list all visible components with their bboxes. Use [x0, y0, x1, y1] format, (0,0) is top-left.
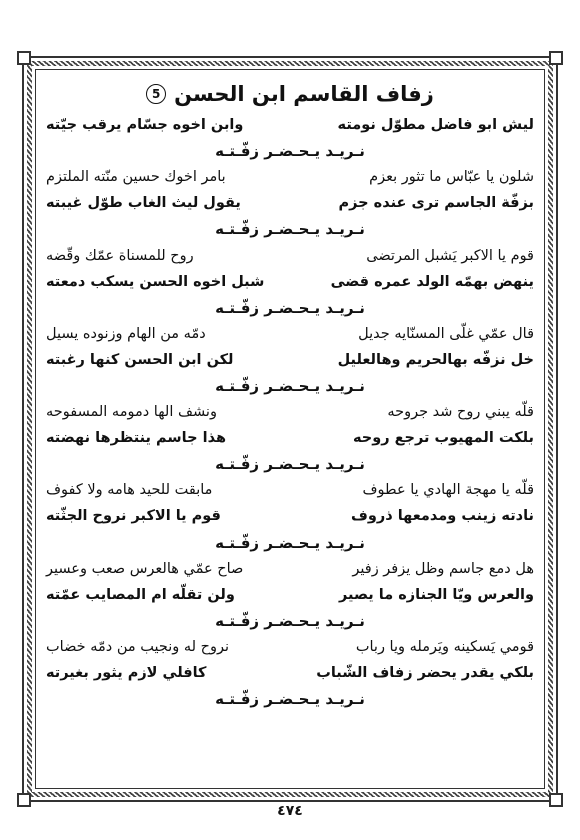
verse-first-hemistich: قومي يَسكينه ويَرمله ويا رباب — [355, 638, 534, 655]
verse-first-hemistich: بلكي يقدر يحضر زفاف الشّباب — [316, 665, 534, 682]
verse-first-hemistich: نادته زينب ومدمعها ذروف — [351, 508, 534, 525]
verse-first-hemistich: شلون يا عبّاس ما تثور بعزم — [369, 169, 534, 186]
chorus-line: نـريـد يـحـضـر زفّـتـه — [215, 298, 365, 317]
chorus-line: نـريـد يـحـضـر زفّـتـه — [215, 376, 365, 395]
verse-line — [46, 321, 534, 347]
poem-number-badge: 5 — [146, 84, 166, 104]
verse-line — [46, 269, 534, 295]
verse-second-hemistich: مابقت للحيد هامه ولا كفوف — [46, 482, 213, 499]
verse-second-hemistich: وابن اخوه جسّام يرقب جيّته — [46, 117, 244, 134]
verse-second-hemistich: لكن ابن الحسن كنها رغبته — [46, 351, 234, 368]
verse-first-hemistich: هل دمع جاسم وظل يزفر زفير — [352, 560, 534, 577]
poem-body — [46, 112, 534, 712]
verse-line — [46, 477, 534, 503]
chorus-line: نـريـد يـحـضـر زفّـتـه — [215, 611, 365, 630]
verse-line — [46, 503, 534, 529]
verse-first-hemistich: خل نزفّه بهالحريم وهالعليل — [337, 351, 534, 368]
border-corner-ornament — [549, 51, 563, 65]
poem-title: زفاف القاسم ابن الحسن — [174, 82, 434, 106]
verse-first-hemistich: بلكت المهيوب ترجع روحه — [352, 430, 534, 447]
verse-second-hemistich: هذا جاسم ينتظرها نهضته — [46, 430, 227, 447]
page-number — [0, 803, 580, 819]
verse-line — [46, 399, 534, 425]
verse-second-hemistich: نروح له ونجيب من دمّه خضاب — [46, 638, 230, 655]
verse-first-hemistich: قلّه يبني روح شد جروحه — [387, 404, 534, 421]
verse-line — [46, 242, 534, 268]
chorus-line: نـريـد يـحـضـر زفّـتـه — [215, 533, 365, 552]
verse-second-hemistich: روح للمسناة عمّك وقّضه — [46, 247, 194, 264]
verse-line — [46, 190, 534, 216]
chorus-line: نـريـد يـحـضـر زفّـتـه — [215, 690, 365, 709]
verse-first-hemistich: ليش ابو فاضل مطوّل نومته — [337, 117, 534, 134]
border-corner-ornament — [17, 51, 31, 65]
verse-second-hemistich: بامر اخوك حسين منّته الملتزم — [46, 169, 226, 186]
verse-first-hemistich: بزفّة الجاسم ترى عنده جزم — [338, 195, 534, 212]
verse-second-hemistich: دمّه من الهام وزنوده يسيل — [46, 325, 206, 342]
verse-second-hemistich: يقول ليث الغاب طوّل غيبته — [46, 195, 241, 212]
verse-line — [46, 556, 534, 582]
verse-line — [46, 660, 534, 686]
verse-second-hemistich: شبل اخوه الحسن يسكب دمعته — [46, 273, 265, 290]
verse-line — [46, 347, 534, 373]
chorus-line: نـريـد يـحـضـر زفّـتـه — [215, 220, 365, 239]
verse-line — [46, 425, 534, 451]
verse-second-hemistich: صاح عمّي هالعرس صعب وعسير — [46, 560, 244, 577]
verse-first-hemistich: ينهض بهمّه الولد عمره قضى — [330, 273, 534, 290]
verse-line — [46, 164, 534, 190]
verse-first-hemistich: والعرس ويّا الجنازه ما يصير — [339, 586, 534, 603]
verse-first-hemistich: قال عمّي غلّى المسنّايه جديل — [358, 325, 534, 342]
chorus-line: نـريـد يـحـضـر زفّـتـه — [215, 455, 365, 474]
verse-second-hemistich: ونشف الها دمومه المسفوحه — [46, 404, 217, 421]
poem-heading — [0, 78, 580, 110]
verse-first-hemistich: قوم يا الاكبر يَشبل المرتضى — [366, 247, 534, 264]
verse-first-hemistich: قلّه يا مهجة الهادي يا عطوف — [362, 482, 534, 499]
page-number-text: ٤٧٤ — [273, 803, 307, 819]
verse-line — [46, 582, 534, 608]
chorus-line: نـريـد يـحـضـر زفّـتـه — [215, 142, 365, 161]
verse-line — [46, 112, 534, 138]
verse-second-hemistich: قوم يا الاكبر نروح الجثّته — [46, 508, 221, 525]
verse-line — [46, 634, 534, 660]
verse-second-hemistich: ولن تقلّه ام المصايب عمّته — [46, 586, 235, 603]
verse-second-hemistich: كافلي لازم يثور بغيرته — [46, 665, 207, 682]
